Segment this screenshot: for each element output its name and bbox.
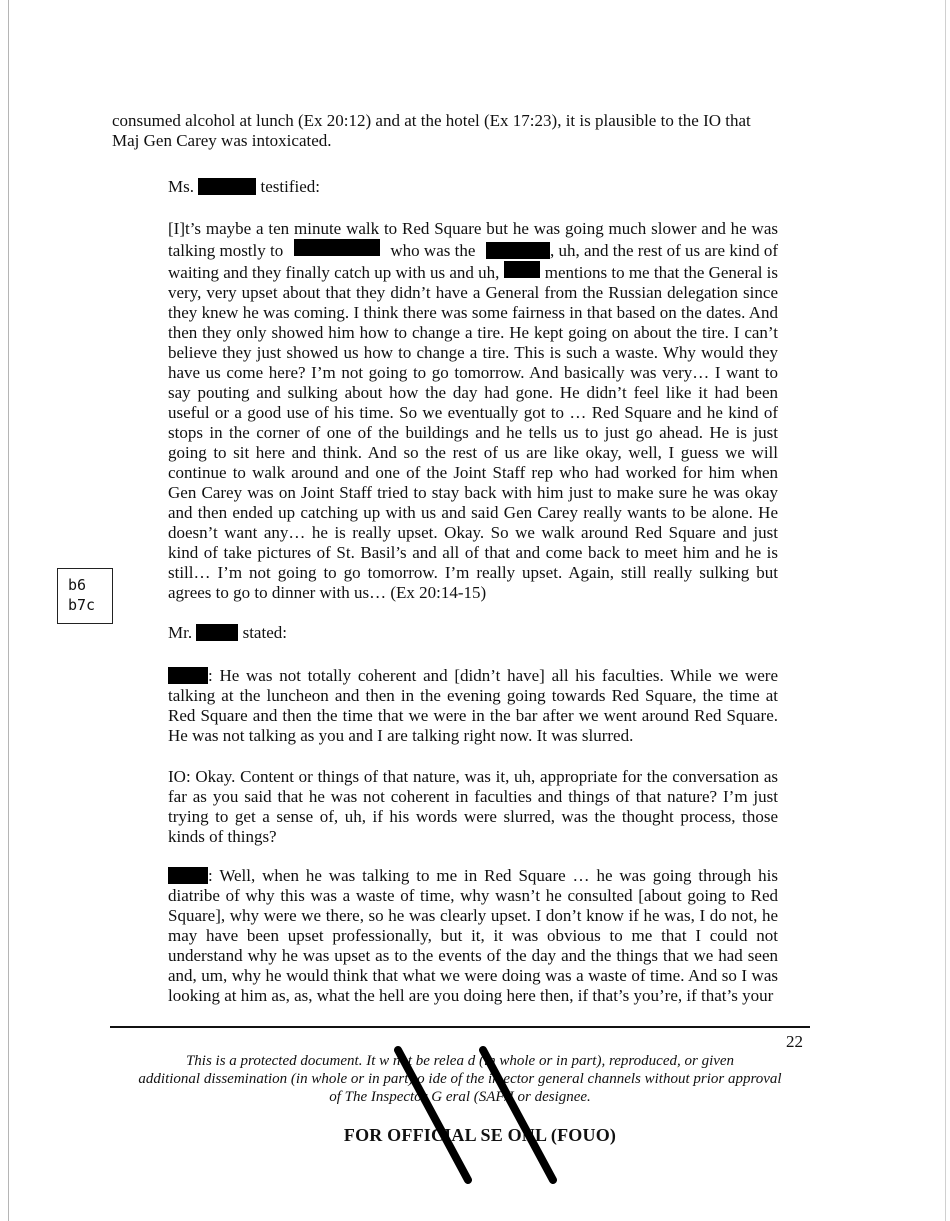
- quote-1-line-1: [I]t’s maybe a ten minute walk to Red Square but he was going much slower and he was: [168, 219, 778, 238]
- quote-1-text: mentions to me that the General is: [544, 263, 778, 282]
- answer-1-text: : He was not totally coherent and [didn’t have] all his faculties. While we were talking at the luncheon and then in the evening going towards Red Square, the time at Red Square and then the time that we were in the bar after we went around Red Square. He was not talking as you and I are talking right now. It was slurred.: [168, 666, 778, 745]
- quote-1-text: who was the: [390, 241, 476, 260]
- notice-line-3: of The Inspector G eral (SAF/I or designee.: [329, 1089, 591, 1105]
- quote-1-text: talking mostly to: [168, 241, 284, 260]
- intro-line-2: Maj Gen Carey was intoxicated.: [112, 131, 332, 150]
- notice-line-2: additional dissemination (in whole or in part) o ide of the in ector general channels without prior approval: [138, 1071, 782, 1087]
- io-question-1: IO: Okay. Content or things of that nature, was it, uh, appropriate for the conversation as far as you said that he was not coherent in faculties and things of that nature? I’m just trying to get a sense of, uh, if his words were slurred, was the thought process, those kinds of things?: [168, 767, 778, 846]
- exemption-code-b6: b6: [68, 576, 87, 594]
- classification-marking: FOR OFFICIAL SE ONL (FOUO): [343, 1125, 617, 1145]
- strike-mark-right: [483, 1050, 553, 1180]
- witness-2-prefix: Mr.: [168, 623, 193, 642]
- quote-1-text: waiting and they finally catch up with us and uh,: [168, 263, 500, 282]
- quote-1-rest: very, very upset about that they didn’t have a General from the Russian delegation since they knew he was coming. I think there was some fairness in that based on the dates. And then they only showed him how to change a tire. He kept going on about the tire. I can’t believe they just showed us how to change a tire. This is such a waste. Why would they have us come here? I’m not going to go tomorrow. And basically was very… I want to say pouting and sulking about how the day had gone. He didn’t feel like it had been useful or a good use of his time. So we eventually got to … Red Square and he kind of stops in the corner of one of the buildings and he tells us to just go ahead. He is just going to sit here and think. And so the rest of us are like okay, well, I guess we will continue to walk around and one of the Joint Staff rep who had worked for him when Gen Carey was on Joint Staff tried to stay back with him just to make sure he was okay and then ended up catching up with us and said Gen Carey really wants to be alone. He doesn’t want any… he is really upset. Okay. So we walk around Red Square and just kind of take pictures of St. Basil’s and all of that and come back to meet him and he is still… I’m not going to go tomorrow. I’m really upset. Again, still really sulking but agrees to go to dinner with us… (Ex 20:14-15): [168, 283, 778, 602]
- strike-mark-left: [398, 1050, 468, 1180]
- quote-1-text: , uh, and the rest of us are kind of: [549, 241, 778, 260]
- exemption-code-b7c: b7c: [68, 596, 96, 614]
- notice-line-1: This is a protected document. It w not be relea d (in whole or in part), reproduced, or given: [185, 1053, 735, 1069]
- witness-2-suffix: stated:: [242, 623, 287, 642]
- intro-line-1: consumed alcohol at lunch (Ex 20:12) and at the hotel (Ex 17:23), it is plausible to the IO that: [112, 111, 751, 130]
- answer-2-text: : Well, when he was talking to me in Red Square … he was going through his diatribe of why this was a waste of time, why wasn’t he consulted [about going to Red Square], why were we there, so he was clearly upset. I don’t know if he was, I do not, he may have been upset professionally, but it, it was obvious to me that I could not understand why he was upset as to the events of the day and the things that we had seen and, um, why he would think that what we were doing was a waste of time. And so I was looking at him as, as, what the hell are you doing here then, if that’s you’re, if that’s your: [168, 866, 778, 1005]
- page-number: 22: [786, 1032, 803, 1051]
- witness-1-suffix: testified:: [260, 177, 320, 196]
- witness-1-prefix: Ms.: [168, 177, 194, 196]
